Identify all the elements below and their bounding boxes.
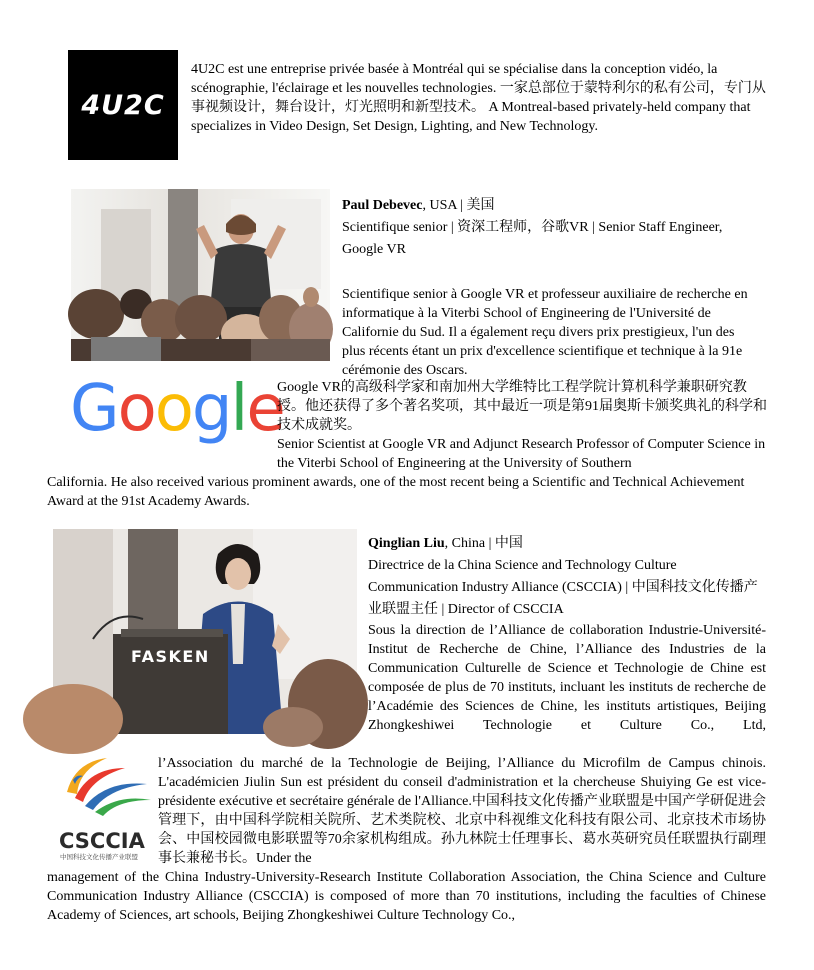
speaker2-bio-en-a: Under the (256, 851, 312, 866)
company-description-fr: 4U2C est une entreprise privée basée à Montréal qui se spécialise dans la conception vidéo, la scénographie, l'éclairage et les nouvelles technologies. (191, 62, 718, 96)
speaker2-photo-illustration (53, 529, 357, 734)
company-description-en: A Montreal-based privately-held company that specializes in Video Design, Set Design, Lighting, and New Technology. (191, 100, 751, 134)
speaker1-header (342, 195, 742, 261)
speaker1-name: Paul Debevec (342, 198, 423, 213)
csccia-logo-subtext: 中国科技文化传播产业联盟 (60, 853, 138, 861)
speaker1-bio-fr: Scientifique senior à Google VR et professeur auxiliaire de recherche en informatique à la Viterbi School of Engineering de l'Université de Californie du Sud. Il a également reçu divers prix prestigieux, l'un des plus récents étant un prix d'excellence scientifique et technique à la 91e cérémonie des Oscars. (342, 287, 748, 378)
speaker1-title: Scientifique senior | 资深工程师，谷歌VR | Senior Staff Engineer, Google VR (342, 220, 723, 257)
google-logo (68, 371, 284, 446)
csccia-logo-text: CSCCIA (59, 829, 145, 853)
speaker2-header (368, 533, 768, 621)
speaker1-bio-en-a: Senior Scientist at Google VR and Adjunct Research Professor of Computer Science in the Viterbi School of Engineering at the University of Southern (277, 437, 766, 471)
speaker1-country: , USA | 美国 (422, 198, 495, 213)
speaker2-country: , China | 中国 (444, 536, 523, 551)
speaker1-photo (71, 189, 330, 361)
speaker2-bio-fr-a: Sous la direction de l’Alliance de collaboration Industrie-Université-Institut de Recherche de Chine, l’Alliance des Industries de la Communication Culturelle de Science et Technologie de Chine est composée de plus de 70 instituts, incluant les instituts de recherche de l’Académie des Sciences de Chine, les instituts artistiques, Beijing Zhongkeshiwei Technologie et Culture Co., Ltd, (368, 623, 766, 733)
podium-text: FASKEN (131, 647, 210, 666)
speaker1-bio-zh: Google VR的高级科学家和南加州大学维特比工程学院计算机科学兼职研究教授。他还获得了多个著名奖项，其中最近一项是第91届奥斯卡颁奖典礼的科学和技术成就奖。 (277, 380, 767, 433)
company-logo (68, 50, 178, 160)
company-description-zh: 一家总部位于蒙特利尔的私有公司，专门从事视频设计，舞台设计，灯光照明和新型技术。 (191, 81, 766, 115)
csccia-logo-mark (57, 750, 155, 862)
speaker2-bio-zh: 中国科技文化传播产业联盟是中国产学研促进会管理下，由中国科学院相关院所、艺术类院校、北京中科视维文化科技有限公司、北京技术市场协会、中国校园微电影联盟等70余家机构组成。孙九林院士任理事长、葛水英研究员任联盟执行副理事长兼秘书长。 (158, 794, 766, 866)
speaker2-photo (53, 529, 357, 734)
speaker1-photo-illustration (71, 189, 330, 361)
speaker2-title: Directrice de la China Science and Technology Culture Communication Industry Alliance (CSCCIA) | 中国科技文化传播产业联盟主任 | Director of CSCCIA (368, 558, 758, 617)
google-logo-wordmark (68, 372, 284, 446)
speaker2-bio-wrap (158, 754, 766, 868)
speaker2-bio-en-b: management of the China Industry-University-Research Institute Collaboration Association, the China Science and Culture Communication Industry Alliance (CSCCIA) is composed of more than 70 institutions, including the faculties of Chinese Academy of Sciences, art schools, Beijing Zhongkeshiwei Culture Technology Co., (47, 870, 766, 923)
speaker2-bio-fr-b: l’Association du marché de la Technologie de Beijing, l’Alliance du Microfilm de Campus chinois. L'académicien Jiulin Sun est président du conseil d'administration et la chercheuse Shuiying Ge est vice-présidente exécutive et secrétaire générale de l'Alliance. (158, 756, 766, 809)
speaker2-name-line (368, 533, 768, 555)
speaker1-bio-en-b: California. He also received various prominent awards, one of the most recent being a Scientific and Technical Achievement Award at the 91st Academy Awards. (47, 475, 745, 509)
company-description (191, 60, 771, 136)
csccia-logo (57, 750, 155, 862)
company-logo-text: 4U2C (81, 89, 165, 121)
svg-text:Google: Google (70, 372, 284, 446)
speaker2-name: Qinglian Liu (368, 536, 445, 551)
speaker1-name-line (342, 195, 742, 217)
